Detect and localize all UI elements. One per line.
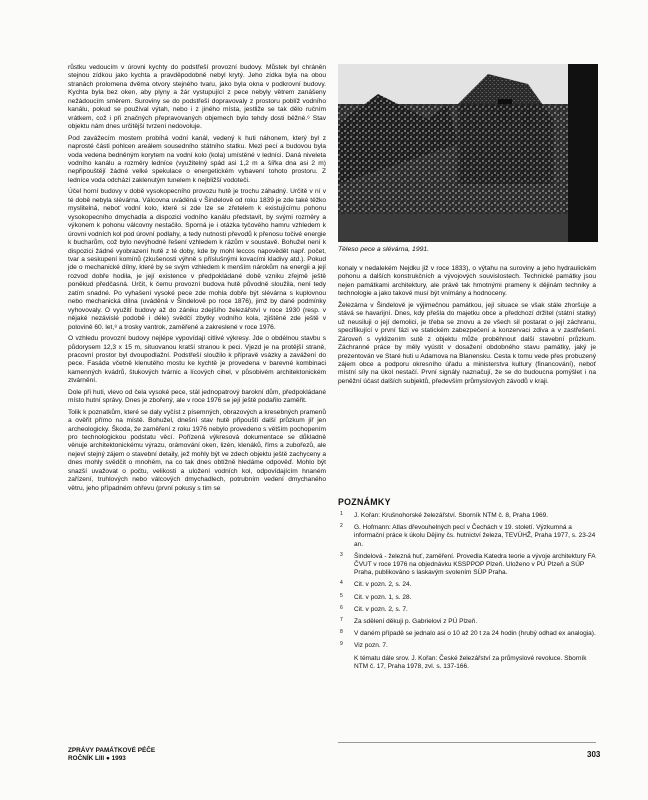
journal-title: ZPRÁVY PAMÁTKOVÉ PÉČE xyxy=(68,747,156,754)
note-number: 4 xyxy=(340,580,343,587)
note-text: Cit. v pozn. 2, s. 7. xyxy=(354,605,408,613)
note-text: G. Hofmann: Atlas dřevouhelných pecí v Čechách v 19. století. Výzkumná a informační práce k úkolu Dějiny čs. hutnictví železa, TEVÚHŽ, Praha 1977, s. 23-24 an. xyxy=(354,524,596,548)
note-item xyxy=(340,655,598,671)
note-number: 9 xyxy=(340,641,343,648)
note-text: K tématu dále srov. J. Kořan: České železářství za průmyslové revoluce. Sborník NTM č. 17, Praha 1978, zvl. s. 137-166. xyxy=(354,654,587,670)
photo-caption: Těleso pece a slévárna, 1991. xyxy=(338,246,430,253)
page-number: 303 xyxy=(587,750,601,759)
note-number: 2 xyxy=(340,523,343,530)
note-item xyxy=(340,618,598,626)
paragraph: Pod zavážecím mostem probíhá vodní kanál, vedený k huti náhonem, který byl z naprosté části pohlcen areálem sousedního státního statku. Mezi pecí a budovou byla voda vedena bedněným korytem na vodní kolo (kola) umístěné v ledníci. Daná niveleta vodního kanálu a rozměry ledníce (využitelný spád asi 1,2 m a šířka dna asi 2 m) nepřipouštějí žádné velké spekulace o energetickém vybavení tohoto prostoru. Z ledníce voda odchází zaklenutým tunelem k nejbližší vodoteči. xyxy=(68,134,326,184)
notes-heading: POZNÁMKY xyxy=(338,497,391,507)
note-text: V daném případě se jednalo asi o 10 až 20 t za 24 hodin (hrubý odhad ex analogia). xyxy=(354,630,596,638)
paragraph: Dole při huti, vlevo od čela vysoké pece, stál jednopatrový barokní dům, předpokládané místo hutní správy. Dnes je zbořený, ale v roce 1976 se její ještě podařilo zaměřit. xyxy=(68,388,326,405)
journal-volume: ROČNÍK LIII ● 1993 xyxy=(68,755,126,762)
journal-footer xyxy=(68,747,155,763)
note-text: Viz pozn. 7. xyxy=(354,642,388,650)
divider xyxy=(338,742,596,743)
note-number: 6 xyxy=(340,604,343,611)
note-number: 7 xyxy=(340,617,343,624)
note-item xyxy=(340,594,598,602)
note-item xyxy=(340,512,598,520)
note-text: Cit. v pozn. 2, s. 24. xyxy=(354,581,412,589)
paragraph: Účel horní budovy v době vysokopecního provozu hutě je trochu záhadný. Určitě v ní v té době nebyla slévárna. Válcovna uváděná v Šindelově od roku 1839 je zde také těžko myslitelná, neboť vodní kolo, které si zde lze se zřetelem k existujícímu pohonu vysokopecního dmychadla a dispozici vodního kanálu představit, by svými rozměry a výkonem k pohonu válcovny nestačilo. Sporná je i otázka tyčového hamru vzhledem k úrovni vodních kol pod úrovní podlahy, a tedy nutnosti převodů k přenosu točivé energie k bucharům, což bylo nevýhodné řešení vzhledem k rázům v soustavě. Bohužel není k dispozici žádné vyobrazení hutě z té doby, kde by mohl leccos napovědět např. počet, tvar a seskupení komínů (zkušenosti výhně s příslušnými kovacími kladivy atd.). Pokud jde o mechanické dílny, které by se svým vzhledem k menším nárokům na energii a její rozvod dobře hodila, je její existence v předpokládané době vzniku zřejmě ještě poněkud předčasná. Určit, k čemu provozní budova hutě původně sloužila, není tedy zatím snadné. Po vyhašení vysoké pece zde mohla dobře být slévárna s kuplovnou nebo mechanická dílna (uváděná v Šindelově po roce 1876), jimž by dané podmínky vyhovovaly. O využití budovy až do zániku zdejšího železářství v roce 1930 (resp. v nějaké nezávislé podobě i déle) svědčí zbytky vodního kola, zjištěné zde ještě v polovině 60. let,⁸ a trosky vantrok, zaměřené a zakreslené v roce 1976. xyxy=(68,188,326,331)
photo-illustration xyxy=(338,64,598,242)
note-text: Cit. v pozn. 1, s. 28. xyxy=(354,593,412,601)
note-number: 1 xyxy=(340,511,343,517)
note-text: Za sdělení děkuji p. Gabrielovi z PÚ Plzeň. xyxy=(354,618,478,626)
note-item xyxy=(340,630,598,638)
ruin-photo xyxy=(338,64,598,242)
paragraph: růstku vedoucím v úrovni kychty do podstřeší provozní budovy. Můstek byl chráněn stejnou zídkou jako kychta a pravděpodobně nebyl krytý. Jeho zídka byla na obou stranách prolomena dvěma otvory stejného tvaru, jako byla okna v podkrovní budovy. Kychta byla bez oken, aby plyny a žár vystupující z pece nebyly větrem zanášeny nežádoucím směrem. Suroviny se do podstřeší dopravovaly z prostoru poblíž vodního kanálu, pokud se používal výtah, nebo i z jiného místa, jestliže se tak dělo ručním vrátkem, což i při značných přepravovaných objemech bylo tehdy dosti běžné.⁶ Stav objektu nám dnes určitější tvrzení nedovoluje. xyxy=(68,64,326,131)
notes-list xyxy=(340,512,598,675)
note-text: J. Kořan: Krušnohorské železářství. Sborník NTM č. 8, Praha 1969. xyxy=(354,512,549,519)
note-item xyxy=(340,642,598,650)
paragraph: O vzhledu provozní budovy nejlépe vypovídají citlivé výkresy. Jde o obdélnou stavbu s půdorysem 12,3 x 15 m, situovanou kratší stranou k peci. Vjezd je na protější straně, pracovní prostor byl dvoupodlažní. Podstřeší sloužilo k přípravě vsázky a zavážení do pece. Fasáda včetně klenutého mostu ke kychtě je provedena v barevné kombinaci kamenných kvádrů, štukových tvárnic a lícových cihel, v působivém architektonickém ztvárnění. xyxy=(68,335,326,385)
note-number: 5 xyxy=(340,592,343,599)
note-number: 3 xyxy=(340,551,343,558)
left-column xyxy=(68,64,326,496)
paragraph: Železárna v Šindelově je výjimečnou památkou, její situace se však stále zhoršuje a stává se havarijní. Dnes, kdy přešla do majetku obce a předchozí držitel (státní statky) už neusiluji o její demolici, je třeba se znovu a ze všech sil postarat o její záchranu, specifikující v první fázi ve statickém zabezpečení a konzervaci zdiva a v zastřešení. Zároveň s vyklizením sutě z objektu může proběhnout další stavební průzkum. Záchranné práce by měly vyústit v dosažení obdobného stavu památky, jaký je prezentován ve Staré huti u Adamova na Blanensku. Cesta k tomu vede přes probuzený zájem obce a podporu okresního úřadu a ministerstva kultury (financování), neboť místní síly na úkol nestačí. První signály naznačují, že se do budoucna pomýšlet i na peněžní účast dalších subjektů, především průmyslových závodů v kraji. xyxy=(338,301,596,385)
note-item xyxy=(340,553,598,578)
note-item xyxy=(340,524,598,549)
paragraph: konaly v nedalekém Nejdku již v roce 1833), o výtahu na suroviny a jeho hydraulickém pohonu a dalších konstrukčních a vývojových souvislostech. Technické památky jsou nejen památkami architektury, ale právě tak hmotnými prameny k dějinám techniky a technologie a jako takové musí být vnímány a hodnoceny. xyxy=(338,265,596,298)
note-number: 8 xyxy=(340,629,343,636)
paragraph: Tolik k poznatkům, které se daly vyčíst z písemných, obrazových a kresebných pramenů a ověřit přímo na místě. Bohužel, dnešní stav hutě připouští další průzkum jiř jen archeologicky. Škoda, že zaměření z roku 1976 nebylo provedeno s větším pochopením pro technologickou podstatu věcí. Pořízená výkresová dokumentace se důkladně věnuje architektonickému výrazu, orámování oken, lizén, klenáků, říms a zubořezů, ale nejeví stejný zájem o stavební detaily, jež mohly být ve zdech objektu ještě zachyceny a dnes mohly svědčit o mnohém, na co tak dnes obtížně hledáme odpověď. Mohlo být snazší uvažovat o počtu, velikosti a uložení vodních kol, odpovídajícím hnaném zařízení, truhlových nebo válcových dmychadlech, potrubním vedení dmychaného větru, jeho případném ohřevu (první pokusy s tím se xyxy=(68,408,326,492)
note-item xyxy=(340,581,598,589)
note-text: Šindelová - železná huť, zaměření. Provedla Katedra teorie a vývoje architektury FA ČVUT v roce 1976 na objednávku KSSPPOP Plzeň. Uloženo v PÚ Plzeň a SÚP Praha, publikováno s laskavým svolením SÚP Praha. xyxy=(354,552,596,577)
right-column xyxy=(338,265,596,389)
note-item xyxy=(340,606,598,614)
